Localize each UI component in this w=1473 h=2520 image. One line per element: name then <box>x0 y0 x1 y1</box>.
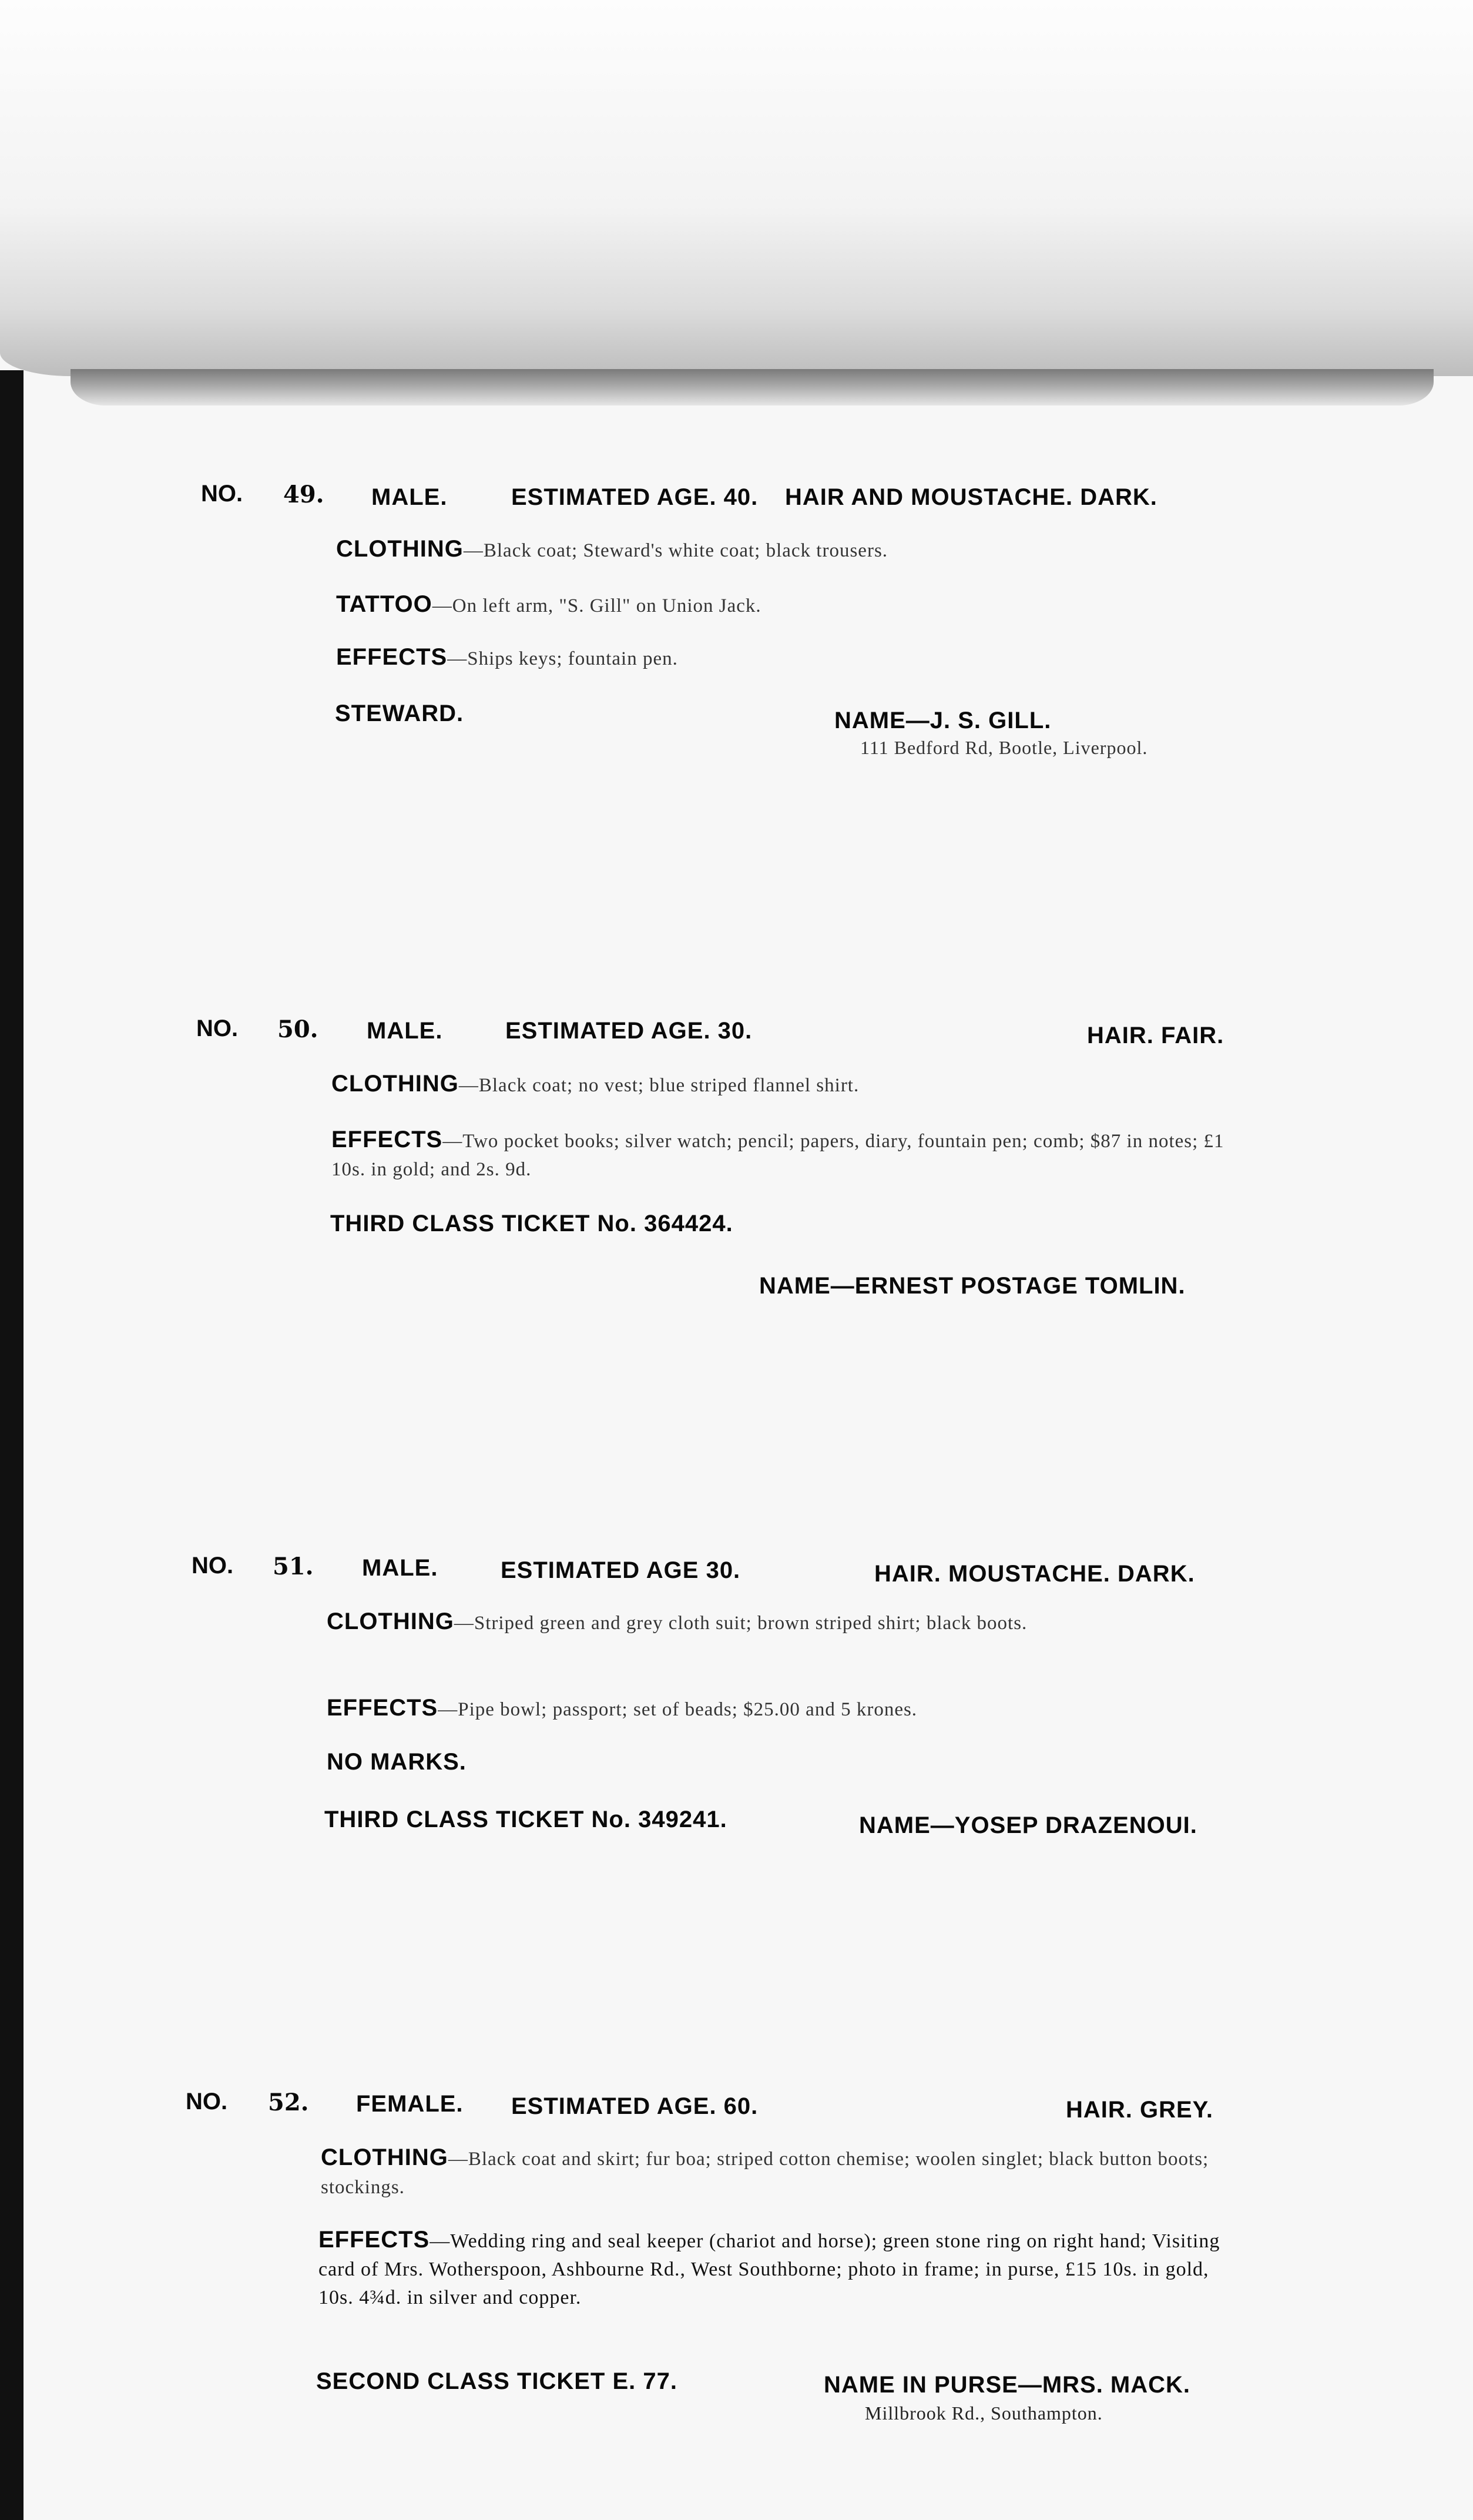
effects-label: EFFECTS <box>318 2227 430 2253</box>
clothing-label: CLOTHING <box>327 1608 454 1634</box>
ticket: THIRD CLASS TICKET No. 349241. <box>324 1807 727 1832</box>
clothing-value: —Black coat; Steward's white coat; black trousers. <box>463 540 888 561</box>
address: 111 Bedford Rd, Bootle, Liverpool. <box>860 737 1148 758</box>
record-number: 52. <box>268 2089 309 2116</box>
record-number-label: NO. <box>201 481 243 507</box>
sex: FEMALE. <box>356 2091 464 2117</box>
hair: HAIR AND MOUSTACHE. DARK. <box>785 484 1157 510</box>
effects-value: —Wedding ring and seal keeper (chariot and horse); green stone ring on right hand; Visiting card of Mrs. Wotherspoon, Ashbourne Rd., West Southborne; photo in frame; in purse, £15 10s. in gold, 10s. 4¾d. in silver and copper. <box>318 2230 1220 2308</box>
clothing-value: —Striped green and grey cloth suit; brown striped shirt; black boots. <box>454 1613 1028 1634</box>
effects-label: EFFECTS <box>331 1127 443 1152</box>
ticket: SECOND CLASS TICKET E. 77. <box>316 2368 677 2394</box>
clothing-value: —Black coat; no vest; blue striped flannel shirt. <box>458 1075 860 1096</box>
deceased-name: NAME—J. S. GILL. <box>834 708 1052 733</box>
folded-page-top <box>0 0 1473 376</box>
hair: HAIR. GREY. <box>1066 2097 1214 2123</box>
record-number-label: NO. <box>196 1016 239 1041</box>
estimated-age: ESTIMATED AGE. 40. <box>511 484 759 510</box>
record-number-label: NO. <box>186 2089 228 2114</box>
effects-label: EFFECTS <box>336 644 448 670</box>
deceased-name: NAME IN PURSE—MRS. MACK. <box>824 2372 1191 2398</box>
clothing-line <box>336 536 888 562</box>
estimated-age: ESTIMATED AGE 30. <box>501 1557 741 1583</box>
deceased-name: NAME—YOSEP DRAZENOUI. <box>859 1812 1197 1838</box>
effects-paragraph <box>331 1127 1254 1185</box>
tattoo-value: —On left arm, "S. Gill" on Union Jack. <box>432 595 761 616</box>
clothing-label: CLOTHING <box>336 536 464 562</box>
effects-line <box>336 644 678 671</box>
effects-label: EFFECTS <box>327 1695 438 1721</box>
effects-value: —Two pocket books; silver watch; pencil; papers, diary, fountain pen; comb; $87 in notes; £1 10s. in gold; and 2s. 9d. <box>331 1131 1224 1180</box>
sex: MALE. <box>362 1555 438 1581</box>
page-left-edge <box>0 370 24 2520</box>
record-number: 49. <box>283 481 324 508</box>
sex: MALE. <box>371 484 448 510</box>
record-number: 50. <box>277 1016 318 1043</box>
hair: HAIR. MOUSTACHE. DARK. <box>874 1561 1195 1587</box>
ticket: THIRD CLASS TICKET No. 364424. <box>330 1211 733 1236</box>
marks: NO MARKS. <box>327 1749 467 1775</box>
fold-shadow <box>71 369 1434 406</box>
clothing-paragraph <box>327 1609 1249 1639</box>
deceased-name: NAME—ERNEST POSTAGE TOMLIN. <box>759 1273 1186 1299</box>
effects-line <box>327 1695 917 1721</box>
clothing-value: —Black coat and skirt; fur boa; striped cotton chemise; woolen singlet; black button boots; stockings. <box>321 2149 1209 2198</box>
effects-value: —Pipe bowl; passport; set of beads; $25.00 and 5 krones. <box>438 1699 918 1720</box>
estimated-age: ESTIMATED AGE. 30. <box>505 1018 753 1044</box>
tattoo-label: TATTOO <box>336 591 432 617</box>
occupation: STEWARD. <box>335 701 464 726</box>
clothing-line <box>331 1071 859 1097</box>
clothing-paragraph <box>321 2145 1241 2203</box>
record-number: 51. <box>273 1553 314 1580</box>
hair: HAIR. FAIR. <box>1087 1023 1224 1048</box>
clothing-label: CLOTHING <box>321 2144 448 2170</box>
record-number-label: NO. <box>192 1553 234 1579</box>
estimated-age: ESTIMATED AGE. 60. <box>511 2093 759 2119</box>
address: Millbrook Rd., Southampton. <box>865 2402 1103 2424</box>
clothing-label: CLOTHING <box>331 1071 459 1097</box>
sex: MALE. <box>367 1018 443 1044</box>
tattoo-line <box>336 591 761 618</box>
effects-paragraph <box>318 2227 1241 2314</box>
effects-value: —Ships keys; fountain pen. <box>447 648 678 669</box>
